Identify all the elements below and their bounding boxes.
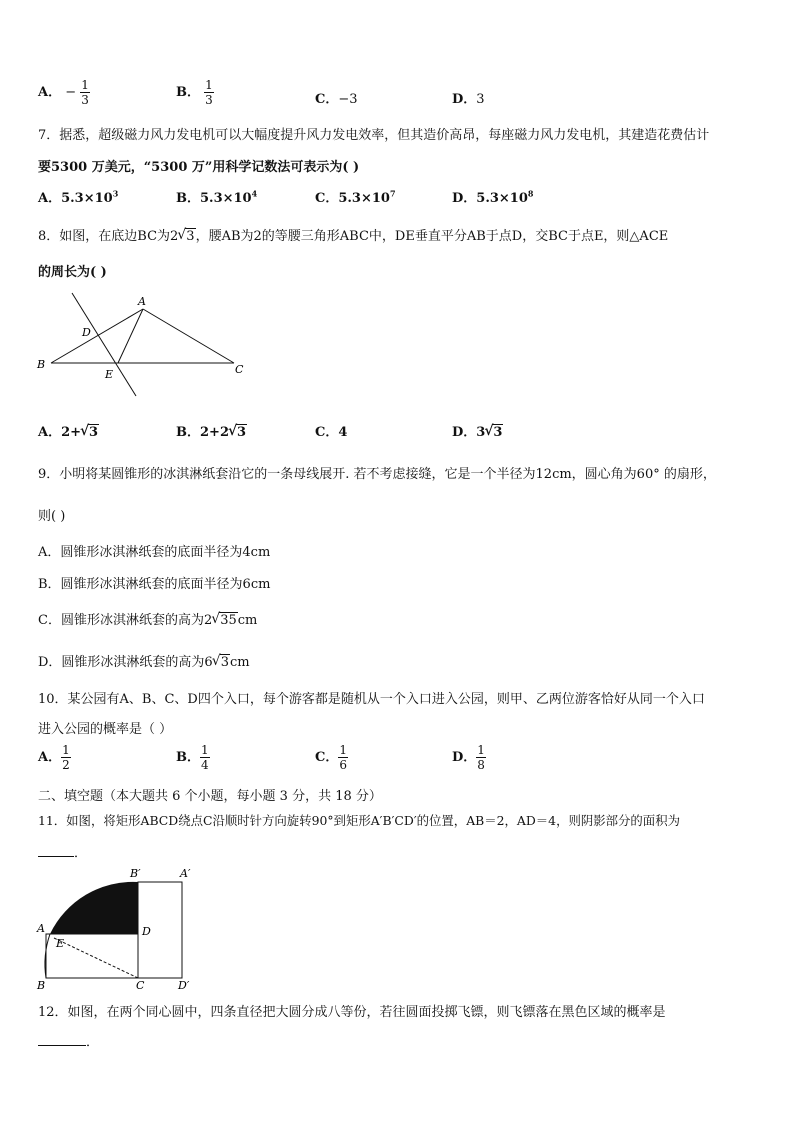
option-label: C． [315,425,339,440]
numerator: 1 [339,743,347,757]
fraction [80,78,90,107]
q6-option-d [452,88,485,107]
option-base: 5.3×10 [61,191,113,206]
label-a: A [138,295,146,308]
label-b: B [37,358,46,371]
option-label: A． [38,750,62,765]
option-label: B． [176,425,200,440]
label-b: B [37,979,46,992]
option-label: A． [38,85,62,100]
option-label: D． [452,750,477,765]
q7-stem-line2: 要5300 万美元，“5300 万”用科学记数法可表示为( ) [38,160,360,175]
label-dp: D′ [178,979,190,992]
label-e: E [105,368,114,381]
denominator: 3 [205,93,213,107]
option-label: D． [452,425,477,440]
label-e: E [56,937,65,950]
option-label: A． [38,191,62,206]
answer-blank[interactable] [38,1031,86,1046]
option-base: 5.3×10 [200,191,252,206]
q12-stem-line1: 12．如图，在两个同心圆中，四条直径把大圆分成八等份，若往圆面投掷飞镖，则飞镖落在黑色区域的概率是 [38,1005,666,1020]
q7-option-d [452,187,533,206]
fraction [476,743,486,772]
q8-option-c [315,421,347,440]
unit: cm [237,613,258,628]
line-ac [143,309,234,363]
shaded-region [50,882,138,934]
q10-option-a [38,743,71,772]
text: C．圆锥形冰淇淋纸套的高为2 [38,613,213,628]
q10-option-d [452,743,486,772]
option-text: −3 [338,92,358,107]
option-label: D． [452,92,477,107]
text: D．圆锥形冰淇淋纸套的高为6 [38,655,213,670]
q9-stem-line2: 则( ) [38,509,66,524]
numerator: 1 [201,743,209,757]
q7-option-a [38,187,118,206]
radicand: 3 [220,655,229,670]
line-ab [51,309,143,363]
option-exponent: 8 [527,188,534,199]
fraction [61,743,71,772]
q10-option-b [176,743,210,772]
text: ，腰AB为2的等腰三角形ABC中，DE垂直平分AB于点D，交BC于点E，则△ACE [195,229,669,244]
q8-stem-line2: 的周长为( ) [38,265,107,280]
q7-option-b [176,187,257,206]
q11-rotation-figure [32,862,202,992]
q10-stem-line1: 10．某公园有A、B、C、D四个入口，每个游客都是随机从一个入口进入公园，则甲、乙两位游客恰好从同一个入口 [38,692,705,707]
denominator: 4 [201,758,209,772]
label-c: C [235,363,244,376]
q11-stem-line1: 11．如图，将矩形ABCD绕点C沿顺时针方向旋转90°到矩形A′B′CD′的位置，AB＝2，AD＝4，则阴影部分的面积为 [38,813,680,828]
option-text: 2+ [61,425,82,440]
label-d: D [142,925,151,938]
q8-stem-line1 [38,225,668,244]
q9-option-b: B．圆锥形冰淇淋纸套的底面半径为6cm [38,577,271,592]
q7-stem-line1: 7．据悉，超级磁力风力发电机可以大幅度提升风力发电效率，但其造价高昂，每座磁力风力发电机，其建造花费估计 [38,128,710,143]
q8-option-d [452,421,503,440]
q10-stem-line2: 进入公园的概率是（ ） [38,722,173,737]
q8-triangle-figure [32,288,246,400]
text: 8．如图，在底边BC为2 [38,229,179,244]
fraction [338,743,348,772]
radicand: 3 [236,425,247,440]
label-ap: A′ [180,867,191,880]
label-a: A [37,922,45,935]
q9-option-a: A．圆锥形冰淇淋纸套的底面半径为4cm [38,545,271,560]
sqrt [485,425,503,440]
q12-stem-line2 [38,1031,99,1050]
section-heading: 二、填空题（本大题共 6 个小题，每小题 3 分，共 18 分） [38,789,382,804]
option-label: C． [315,92,339,107]
option-label: C． [315,750,339,765]
q6-option-b [176,78,214,107]
option-label: B． [176,750,200,765]
denominator: 6 [339,758,347,772]
q9-option-c [38,609,257,628]
q11-stem-line2 [38,842,87,861]
sqrt [229,425,247,440]
denominator: 8 [477,758,485,772]
q8-option-a [38,421,99,440]
option-label: D． [452,191,477,206]
radicand: 3 [89,425,99,440]
option-text: 2+2 [200,425,229,440]
numerator: 1 [62,743,70,757]
sqrt [213,655,230,670]
denominator: 3 [81,93,89,107]
radicand: 3 [493,425,503,440]
option-text: 4 [338,425,348,440]
option-text: 3 [476,425,486,440]
q9-option-d [38,651,250,670]
label-bp: B′ [130,867,141,880]
option-base: 5.3×10 [338,191,390,206]
label-c: C [136,979,145,992]
text: ． [86,1035,100,1050]
answer-blank[interactable] [38,842,74,857]
q9-stem-line1: 9．小明将某圆锥形的冰淇淋纸套沿它的一条母线展开. 若不考虑接缝，它是一个半径为12cm，圆心角为60° 的扇形， [38,467,716,482]
unit: cm [229,655,250,670]
option-exponent: 7 [389,188,396,199]
fraction [200,743,210,772]
line-ae [118,309,143,363]
fraction [204,78,214,107]
q7-option-c [315,187,396,206]
text: ． [74,846,88,861]
sqrt [178,229,195,244]
radicand: 35 [220,613,237,628]
denominator: 2 [62,758,70,772]
option-exponent: 4 [251,188,258,199]
option-label: B． [176,191,200,206]
option-label: C． [315,191,339,206]
option-label: B． [176,85,200,100]
option-label: A． [38,425,62,440]
numerator: 1 [477,743,485,757]
q6-option-a [38,78,90,107]
option-base: 5.3×10 [476,191,528,206]
q8-option-b [176,421,247,440]
option-text: 3 [476,92,485,107]
option-sign: − [65,85,77,100]
q6-option-c [315,88,358,107]
option-exponent: 3 [112,188,119,199]
label-d: D [82,326,91,339]
radicand: 3 [186,229,195,244]
numerator: 1 [205,78,213,92]
dashed-ec [54,938,138,978]
q10-option-c [315,743,348,772]
numerator: 1 [81,78,89,92]
sqrt [212,613,238,628]
sqrt [81,425,99,440]
